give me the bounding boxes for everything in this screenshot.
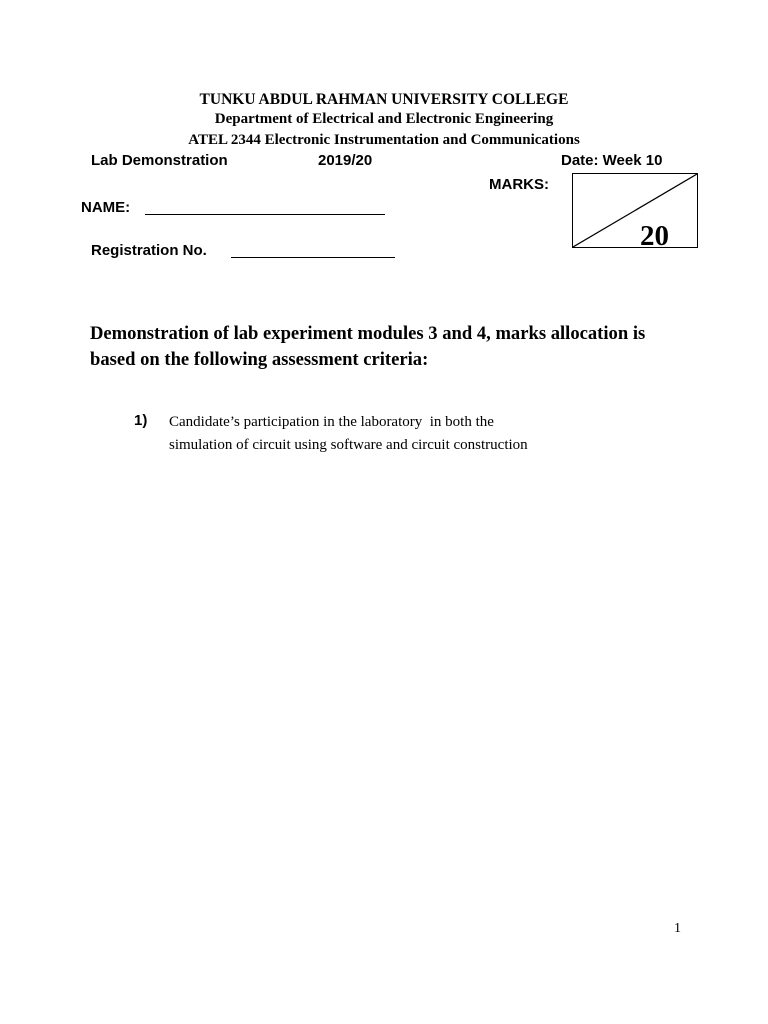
marks-total: 20 [640,220,669,252]
criteria-number: 1) [134,412,148,429]
name-label: NAME: [81,199,131,216]
session-label: 2019/20 [318,152,373,169]
marks-label: MARKS: [489,176,549,193]
page-number: 1 [674,921,681,936]
criteria-text [169,411,639,457]
name-blank-line [145,214,385,215]
date-label: Date: Week 10 [561,152,663,169]
assessment-heading: Demonstration of lab experiment modules 3 and 4, marks allocation is based on the following assessment criteria: [90,323,646,370]
course-title: ATEL 2344 Electronic Instrumentation and Communications [188,132,580,148]
registration-label: Registration No. [91,242,207,259]
criteria-text-line-2: simulation of circuit using software and circuit construction [169,437,528,453]
institution-title: TUNKU ABDUL RAHMAN UNIVERSITY COLLEGE [199,91,569,108]
marks-box [572,173,698,248]
registration-blank-line [231,257,395,258]
department-title: Department of Electrical and Electronic Engineering [214,111,554,127]
marks-diagonal-line [573,174,697,247]
criteria-text-line-1: Candidate’s participation in the laboratory in both the [169,414,494,430]
activity-label: Lab Demonstration [91,152,228,169]
